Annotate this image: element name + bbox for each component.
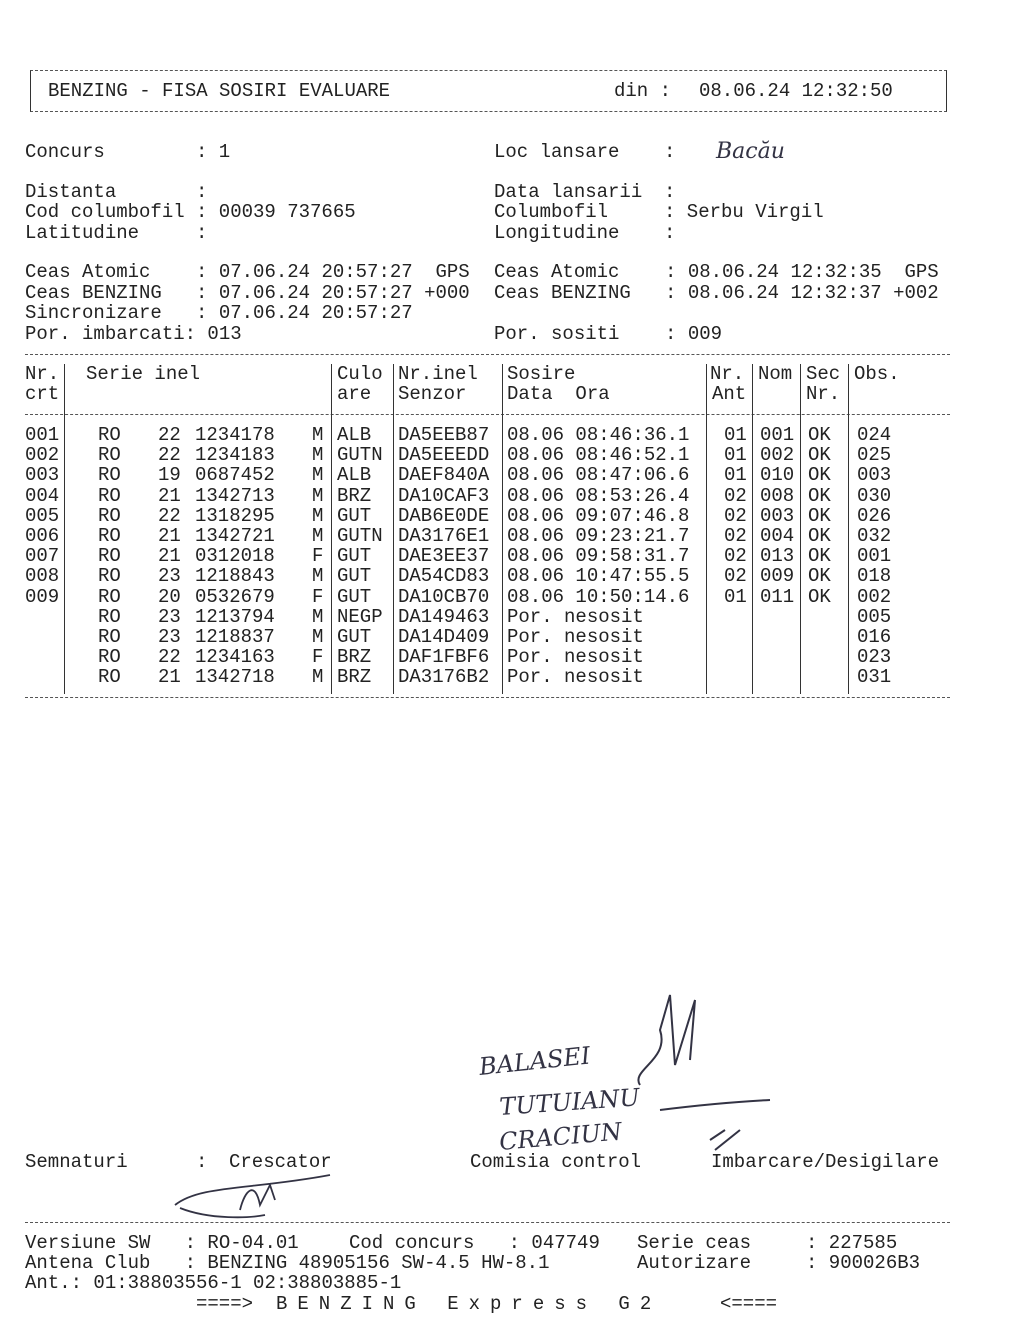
- commission-signatures: [470, 990, 790, 1160]
- cell-color: BRZ: [337, 666, 372, 689]
- imbarcare-label: Imbarcare/Desigilare: [711, 1151, 940, 1173]
- cell-obs: 016: [857, 626, 892, 648]
- cell-color: BRZ: [337, 484, 372, 507]
- cell-nom: 008: [760, 484, 795, 507]
- crescator-signature: [170, 1170, 340, 1225]
- cell-ring-year: 22: [158, 444, 181, 467]
- cell-ring-year: 19: [158, 464, 181, 487]
- th-ant: Ant: [712, 383, 747, 405]
- cell-sex: M: [312, 605, 324, 628]
- cell-sec: OK: [808, 565, 831, 588]
- cell-ring-number: 1213794: [195, 605, 275, 628]
- cell-sex: M: [312, 626, 324, 648]
- data-lansarii-value: :: [664, 181, 676, 203]
- cell-sec: OK: [808, 484, 831, 507]
- distanta-label: Distanta: [25, 181, 117, 203]
- cell-obs: 023: [857, 646, 892, 669]
- cell-sensor: DA3176B2: [398, 666, 490, 689]
- cell-antenna: 02: [724, 484, 747, 507]
- cell-obs: 003: [857, 464, 892, 487]
- long-label: Longitudine: [494, 222, 620, 244]
- footer-version: Versiune SW : RO-04.01: [25, 1232, 299, 1254]
- th-senzor: Senzor: [398, 383, 467, 405]
- cell-obs: 030: [857, 484, 892, 507]
- cell-arrival: 08.06 09:23:21.7: [507, 525, 690, 547]
- column-divider: [331, 364, 332, 694]
- cell-ring-year: 21: [158, 545, 181, 568]
- cell-nom: 010: [760, 464, 795, 487]
- page-title: BENZING - FISA SOSIRI EVALUARE: [48, 80, 391, 102]
- cell-sec: OK: [808, 444, 831, 467]
- cod-label: Cod columbofil: [25, 201, 185, 223]
- cell-crt: 007: [25, 545, 60, 568]
- data-lansarii-label: Data lansarii: [494, 181, 643, 203]
- cell-ring-year: 23: [158, 626, 181, 648]
- long-value: :: [664, 222, 676, 244]
- cell-nom: 003: [760, 504, 795, 527]
- crescator-label: Crescator: [229, 1151, 332, 1173]
- loc-label: Loc lansare: [494, 141, 620, 163]
- cell-obs: 032: [857, 525, 892, 547]
- cell-crt: 005: [25, 504, 60, 527]
- date-label: din :: [614, 80, 672, 102]
- loc-value-handwritten: Bacău: [716, 139, 785, 164]
- cell-antenna: 01: [724, 585, 747, 608]
- cell-serie-country: RO: [98, 424, 121, 446]
- th-culo: Culo: [337, 363, 383, 385]
- cell-arrival: 08.06 10:50:14.6: [507, 585, 690, 608]
- footer-serie-value: : 227585: [806, 1232, 898, 1254]
- cell-sex: F: [312, 646, 324, 669]
- cell-sec: OK: [808, 545, 831, 568]
- table-header-rule: [25, 414, 950, 415]
- cod-value: : 00039 737665: [196, 201, 356, 223]
- svg-text:TUTUIANU: TUTUIANU: [498, 1083, 641, 1121]
- cell-serie-country: RO: [98, 464, 121, 487]
- imbarcati: Por. imbarcati: 013: [25, 323, 242, 345]
- cell-color: ALB: [337, 424, 372, 446]
- column-divider: [706, 364, 707, 694]
- cell-crt: 002: [25, 444, 60, 467]
- cell-ring-year: 22: [158, 504, 181, 527]
- cell-sensor: DA10CAF3: [398, 484, 490, 507]
- footer-arrow-left: ====>: [196, 1293, 254, 1315]
- clock-right-2: Ceas BENZING : 08.06.24 12:32:37 +002: [494, 282, 939, 304]
- th-nr-ant: Nr.: [710, 363, 745, 385]
- cell-sensor: DA3176E1: [398, 525, 490, 547]
- cell-color: GUT: [337, 565, 372, 588]
- cell-sec: OK: [808, 424, 831, 446]
- cell-obs: 025: [857, 444, 892, 467]
- cell-arrival: 08.06 08:47:06.6: [507, 464, 690, 487]
- svg-text:CRACIUN: CRACIUN: [498, 1117, 623, 1156]
- signatures-label: Semnaturi: [25, 1151, 128, 1173]
- cell-color: GUT: [337, 504, 372, 527]
- concurs-label: Concurs: [25, 141, 105, 163]
- cell-obs: 002: [857, 585, 892, 608]
- cell-sex: M: [312, 504, 324, 527]
- cell-sex: M: [312, 525, 324, 547]
- cell-sensor: DAEF840A: [398, 464, 490, 487]
- cell-serie-country: RO: [98, 545, 121, 568]
- cell-ring-number: 0687452: [195, 464, 275, 487]
- cell-serie-country: RO: [98, 666, 121, 689]
- cell-ring-number: 1318295: [195, 504, 275, 527]
- cell-nom: 001: [760, 424, 795, 446]
- footer-arrow-right: <====: [720, 1293, 778, 1315]
- cell-nom: 002: [760, 444, 795, 467]
- cell-obs: 001: [857, 545, 892, 568]
- cell-color: BRZ: [337, 646, 372, 669]
- cell-antenna: 02: [724, 525, 747, 547]
- cell-arrival: 08.06 08:46:52.1: [507, 444, 690, 467]
- cell-arrival: 08.06 09:07:46.8: [507, 504, 690, 527]
- table-bottom-rule: [25, 697, 950, 698]
- cell-sensor: DA149463: [398, 605, 490, 628]
- cell-ring-number: 1218837: [195, 626, 275, 648]
- cell-arrival: 08.06 08:53:26.4: [507, 484, 690, 507]
- columbofil-value: : Serbu Virgil: [664, 201, 824, 223]
- cell-obs: 024: [857, 424, 892, 446]
- footer-brand: BENZING Express G2: [276, 1293, 662, 1315]
- th-sosire: Sosire: [507, 363, 576, 385]
- cell-ring-number: 1342721: [195, 525, 275, 547]
- cell-color: GUTN: [337, 444, 383, 467]
- cell-serie-country: RO: [98, 484, 121, 507]
- th-obs: Obs.: [854, 363, 900, 385]
- cell-nom: 009: [760, 565, 795, 588]
- cell-sex: M: [312, 484, 324, 507]
- cell-crt: 008: [25, 565, 60, 588]
- cell-color: GUT: [337, 626, 372, 648]
- cell-crt: 009: [25, 585, 60, 608]
- cell-serie-country: RO: [98, 444, 121, 467]
- column-divider: [800, 364, 801, 694]
- cell-ring-number: 1342713: [195, 484, 275, 507]
- cell-sensor: DAF1FBF6: [398, 646, 490, 669]
- cell-sex: M: [312, 424, 324, 446]
- column-divider: [393, 364, 394, 694]
- cell-sensor: DA14D409: [398, 626, 490, 648]
- cell-serie-country: RO: [98, 626, 121, 648]
- column-divider: [502, 364, 503, 694]
- cell-ring-number: 1342718: [195, 666, 275, 689]
- cell-ring-year: 22: [158, 646, 181, 669]
- cell-obs: 026: [857, 504, 892, 527]
- cell-ring-number: 1234178: [195, 424, 275, 446]
- cell-nom: 013: [760, 545, 795, 568]
- cell-obs: 018: [857, 565, 892, 588]
- th-data-ora: Data Ora: [507, 383, 610, 405]
- sositi: Por. sositi : 009: [494, 323, 723, 345]
- cell-color: GUT: [337, 545, 372, 568]
- clock-left-1: Ceas Atomic : 07.06.24 20:57:27 GPS: [25, 261, 470, 283]
- cell-sensor: DA54CD83: [398, 565, 490, 588]
- cell-arrival: 08.06 10:47:55.5: [507, 565, 690, 588]
- cell-serie-country: RO: [98, 504, 121, 527]
- footer-autorizare-label: Autorizare: [637, 1252, 752, 1274]
- cell-ring-number: 1234183: [195, 444, 275, 467]
- th-nom: Nom: [758, 363, 793, 385]
- cell-ring-year: 23: [158, 605, 181, 628]
- cell-ring-year: 23: [158, 565, 181, 588]
- lat-label: Latitudine: [25, 222, 140, 244]
- footer-cod-concurs: Cod concurs : 047749: [349, 1232, 600, 1254]
- cell-antenna: 01: [724, 464, 747, 487]
- cell-arrival: Por. nesosit: [507, 605, 644, 628]
- cell-sensor: DAB6E0DE: [398, 504, 490, 527]
- footer-serie-label: Serie ceas: [637, 1232, 752, 1254]
- cell-arrival: Por. nesosit: [507, 646, 644, 669]
- column-divider: [64, 364, 65, 694]
- cell-ring-number: 0312018: [195, 545, 275, 568]
- cell-sex: M: [312, 666, 324, 689]
- column-divider: [752, 364, 753, 694]
- cell-sex: F: [312, 545, 324, 568]
- cell-sex: M: [312, 464, 324, 487]
- cell-ring-number: 1218843: [195, 565, 275, 588]
- footer-ant: Ant.: 01:38803556-1 02:38803885-1: [25, 1272, 402, 1294]
- cell-serie-country: RO: [98, 605, 121, 628]
- cell-arrival: Por. nesosit: [507, 666, 644, 689]
- print-date: 08.06.24 12:32:50: [699, 80, 893, 102]
- footer-rule: [25, 1222, 950, 1223]
- cell-sec: OK: [808, 525, 831, 547]
- th-sec: Sec: [806, 363, 841, 385]
- cell-sex: M: [312, 565, 324, 588]
- signatures-sep: :: [196, 1151, 208, 1173]
- cell-antenna: 01: [724, 444, 747, 467]
- th-sec-nr: Nr.: [806, 383, 841, 405]
- cell-ring-number: 1234163: [195, 646, 275, 669]
- clock-left-3: Sincronizare : 07.06.24 20:57:27: [25, 302, 413, 324]
- distanta-value: :: [196, 181, 208, 203]
- cell-serie-country: RO: [98, 585, 121, 608]
- cell-color: ALB: [337, 464, 372, 487]
- cell-antenna: 02: [724, 545, 747, 568]
- cell-color: GUTN: [337, 525, 383, 547]
- table-top-rule: [25, 354, 950, 355]
- cell-arrival: 08.06 08:46:36.1: [507, 424, 690, 446]
- cell-sensor: DA5EEEDD: [398, 444, 490, 467]
- cell-antenna: 02: [724, 504, 747, 527]
- cell-ring-year: 21: [158, 666, 181, 689]
- footer-autorizare-value: : 900026B3: [806, 1252, 921, 1274]
- column-divider: [848, 364, 849, 694]
- cell-ring-year: 21: [158, 525, 181, 547]
- cell-color: GUT: [337, 585, 372, 608]
- cell-sec: OK: [808, 504, 831, 527]
- cell-ring-year: 21: [158, 484, 181, 507]
- th-crt: crt: [25, 383, 60, 405]
- cell-sec: OK: [808, 464, 831, 487]
- cell-color: NEGP: [337, 605, 383, 628]
- cell-nom: 011: [760, 585, 795, 608]
- cell-ring-year: 22: [158, 424, 181, 446]
- cell-crt: 004: [25, 484, 60, 507]
- cell-serie-country: RO: [98, 565, 121, 588]
- th-nrinel: Nr.inel: [398, 363, 478, 385]
- cell-ring-number: 0532679: [195, 585, 275, 608]
- cell-sex: M: [312, 444, 324, 467]
- th-nr: Nr.: [25, 363, 60, 385]
- th-serie: Serie inel: [86, 363, 201, 385]
- cell-obs: 005: [857, 605, 892, 628]
- cell-arrival: 08.06 09:58:31.7: [507, 545, 690, 568]
- cell-obs: 031: [857, 666, 892, 689]
- cell-antenna: 01: [724, 424, 747, 446]
- cell-sensor: DA10CB70: [398, 585, 490, 608]
- cell-sex: F: [312, 585, 324, 608]
- svg-text:BALASEI: BALASEI: [477, 1041, 592, 1081]
- cell-crt: 001: [25, 424, 60, 446]
- cell-crt: 006: [25, 525, 60, 547]
- columbofil-label: Columbofil: [494, 201, 609, 223]
- cell-serie-country: RO: [98, 525, 121, 547]
- lat-value: :: [196, 222, 208, 244]
- clock-left-2: Ceas BENZING : 07.06.24 20:57:27 +000: [25, 282, 470, 304]
- concurs-value: : 1: [196, 141, 231, 163]
- cell-sensor: DAE3EE37: [398, 545, 490, 568]
- cell-antenna: 02: [724, 565, 747, 588]
- cell-arrival: Por. nesosit: [507, 626, 644, 648]
- cell-crt: 003: [25, 464, 60, 487]
- cell-sec: OK: [808, 585, 831, 608]
- cell-serie-country: RO: [98, 646, 121, 669]
- comisia-label: Comisia control: [470, 1151, 642, 1173]
- clock-right-1: Ceas Atomic : 08.06.24 12:32:35 GPS: [494, 261, 939, 283]
- cell-ring-year: 20: [158, 585, 181, 608]
- loc-sep: :: [664, 141, 676, 163]
- footer-antena: Antena Club : BENZING 48905156 SW-4.5 HW-8.1: [25, 1252, 550, 1274]
- th-are: are: [337, 383, 372, 405]
- cell-nom: 004: [760, 525, 795, 547]
- cell-sensor: DA5EEB87: [398, 424, 490, 446]
